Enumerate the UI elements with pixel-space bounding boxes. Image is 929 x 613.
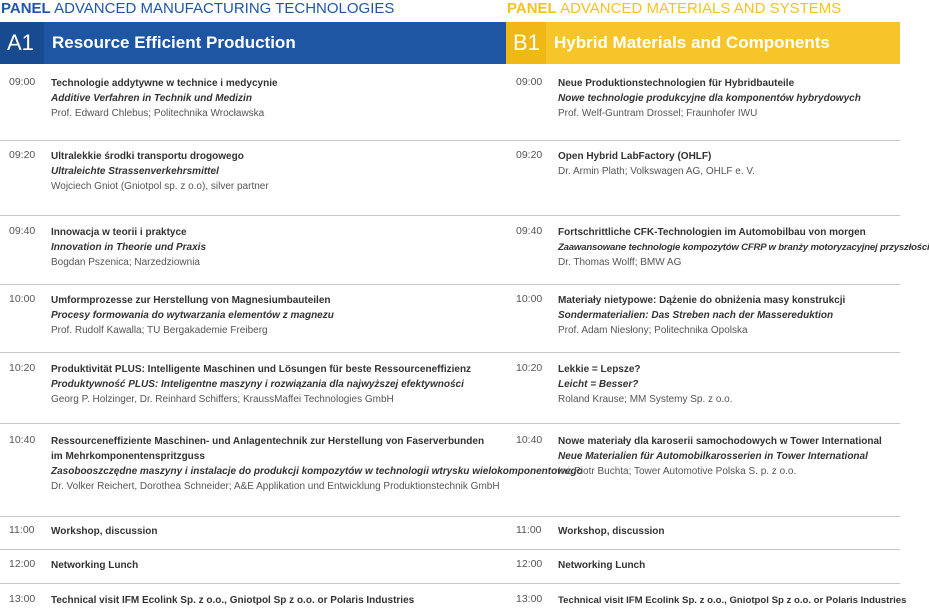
session-time: 09:00 [9,76,36,88]
session-time: 12:00 [9,558,36,570]
session-row [0,362,506,424]
session-subtitle: Ultraleichte Strassenverkehrsmittel [51,166,219,177]
session-speaker: Prof. Edward Chlebus; Politechnika Wrocławska [51,108,265,119]
session-row [506,558,900,584]
track-code: B1 [506,22,546,64]
session-row [506,149,900,216]
session-time: 09:40 [9,225,36,237]
session-subtitle: Sondermaterialien: Das Streben nach der Massereduktion [558,310,834,321]
session-title: Nowe materiały dla karoserii samochodowych w Tower International [558,436,882,447]
session-row [506,362,900,424]
session-title: Neue Produktionstechnologien für Hybridbauteile [558,78,795,89]
session-time: 10:00 [516,293,543,305]
session-speaker: Dr. Thomas Wolff; BMW AG [558,257,682,268]
panel-b-heading [506,0,900,22]
session-speaker: Inż Piotr Buchta; Tower Automotive Polska S. p. z o.o. [558,466,797,477]
session-subtitle: Procesy formowania do wytwarzania elementów z magnezu [51,310,334,321]
session-row [506,76,900,141]
session-subtitle: Produktywność PLUS: Inteligentne maszyny i rozwiązania dla najwyższej efektywności [51,379,464,390]
session-title: Open Hybrid LabFactory (OHLF) [558,151,712,162]
session-row [0,558,506,584]
session-title: Umformprozesse zur Herstellung von Magnesiumbauteilen [51,295,331,306]
session-speaker: Prof. Adam Niesłony; Politechnika Opolska [558,325,748,336]
session-subtitle: Leicht = Besser? [558,379,639,390]
session-row [0,293,506,353]
session-subtitle: Zasobooszczędne maszyny i instalacje do produkcji kompozytów w technologii wtrysku wielokomponentowego [51,466,583,477]
session-title: Workshop, discussion [558,526,665,537]
panel-a-heading [0,0,506,22]
session-row [0,524,506,550]
session-row [506,593,907,613]
session-row [0,434,583,517]
session-title: Workshop, discussion [51,526,158,537]
session-title: Innowacja w teorii i praktyce [51,227,187,238]
panel-word: PANEL [1,0,51,17]
session-speaker: Prof. Welf-Guntram Drossel; Fraunhofer IWU [558,108,758,119]
session-time: 10:20 [516,362,543,374]
session-speaker: Wojciech Gniot (Gniotpol sp. z o.o), silver partner [51,181,269,192]
session-title: Ultralekkie środki transportu drogowego [51,151,244,162]
session-time: 09:20 [9,149,36,161]
session-time: 12:00 [516,558,543,570]
session-time: 09:00 [516,76,543,88]
session-title: Technical visit IFM Ecolink Sp. z o.o., Gniotpol Sp z o.o. or Polaris Industries [51,595,415,606]
session-title: Lekkie = Lepsze? [558,364,641,375]
session-speaker: Dr. Volker Reichert, Dorothea Schneider; A&E Applikation und Entwicklung Produktionstechnik GmbH [51,481,500,492]
track-title: Resource Efficient Production [52,33,296,52]
session-title: Technologie addytywne w technice i medycynie [51,78,278,89]
session-time: 10:20 [9,362,36,374]
panel-name: ADVANCED MANUFACTURING TECHNOLOGIES [54,0,395,17]
track-code: A1 [0,22,44,64]
panel-b-column [506,0,929,608]
track-header-b1 [506,22,900,64]
session-speaker: Georg P. Holzinger, Dr. Reinhard Schiffers; KraussMaffei Technologies GmbH [51,394,394,405]
session-time: 13:00 [9,593,36,605]
session-row [506,434,900,517]
panel-name: ADVANCED MATERIALS AND SYSTEMS [560,0,842,17]
session-speaker: Bogdan Pszenica; Narzedziownia [51,257,200,268]
session-row [506,225,929,285]
track-header-a1 [0,22,506,64]
track-title: Hybrid Materials and Components [554,33,830,52]
session-time: 09:40 [516,225,543,237]
session-title: Produktivität PLUS: Intelligente Maschinen und Lösungen für beste Ressourceneffizienz [51,364,472,375]
session-time: 10:00 [9,293,36,305]
session-row [0,593,506,613]
session-row [0,225,506,285]
session-title: Networking Lunch [51,560,139,571]
session-time: 10:40 [9,434,36,446]
session-subtitle: Neue Materialien für Automobilkarosserien in Tower International [558,451,868,462]
session-subtitle: Zaawansowane technologie kompozytów CFRP w branży motoryzacyjnej przyszłości [558,242,929,253]
session-time: 13:00 [516,593,543,605]
session-subtitle: Additive Verfahren in Technik und Medizin [51,93,252,104]
session-speaker: Prof. Rudolf Kawalla; TU Bergakademie Freiberg [51,325,268,336]
panel-word: PANEL [507,0,557,17]
session-row [0,149,506,216]
session-row [0,76,506,141]
session-title: Fortschrittliche CFK-Technologien im Automobilbau von morgen [558,227,866,238]
session-time: 10:40 [516,434,543,446]
session-speaker: Roland Krause; MM Systemy Sp. z o.o. [558,394,733,405]
session-time: 11:00 [516,524,542,536]
session-subtitle: Innovation in Theorie und Praxis [51,242,207,253]
session-title: Ressourceneffiziente Maschinen- und Anlagentechnik zur Herstellung von Faserverbunden im Mehrkomponentenspritzguss [51,436,485,462]
session-time: 09:20 [516,149,543,161]
session-title: Networking Lunch [558,560,646,571]
session-time: 11:00 [9,524,35,536]
session-row [506,293,900,353]
session-title: Materiały nietypowe: Dążenie do obniżenia masy konstrukcji [558,295,846,306]
session-subtitle: Nowe technologie produkcyjne dla komponentów hybrydowych [558,93,861,104]
session-title: Technical visit IFM Ecolink Sp. z o.o., Gniotpol Sp z o.o. or Polaris Industries [558,595,907,606]
session-row [506,524,900,550]
session-speaker: Dr. Armin Plath; Volkswagen AG, OHLF e. V. [558,166,755,177]
